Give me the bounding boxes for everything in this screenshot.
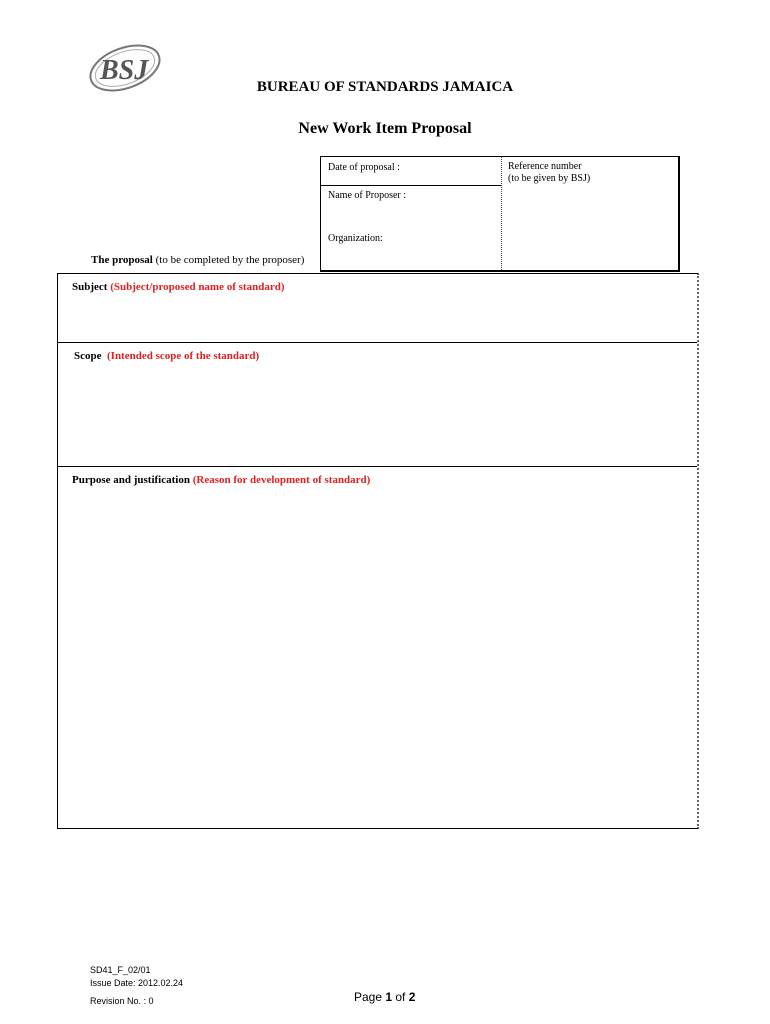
organization-label: Organization:: [328, 233, 383, 244]
page-prefix: Page: [354, 990, 386, 1004]
issue-date: Issue Date: 2012.02.24: [90, 978, 184, 988]
organization-name-text: BUREAU OF STANDARDS JAMAICA: [256, 79, 514, 95]
date-of-proposal-label: Date of proposal :: [328, 162, 400, 173]
subject-label: Subject: [72, 281, 108, 293]
reference-number-label: Reference number: [508, 161, 582, 172]
scope-label: Scope: [74, 350, 102, 362]
page-of: of: [392, 990, 409, 1004]
revision-number: Revision No. : 0: [90, 996, 154, 1006]
purpose-label: Purpose and justification: [72, 474, 190, 486]
subject-hint: (Subject/proposed name of standard): [110, 281, 285, 293]
page-total: 2: [408, 990, 416, 1004]
date-of-proposal-field[interactable]: [321, 157, 501, 186]
proposal-instruction: [91, 254, 304, 266]
logo-text: BSJ: [100, 55, 149, 86]
scope-section[interactable]: [58, 343, 697, 467]
name-of-proposer-field[interactable]: [321, 186, 501, 272]
proposal-instruction-bold: The proposal: [91, 254, 153, 266]
page-current: 1: [385, 990, 393, 1004]
document-footer-info: [90, 964, 183, 1008]
reference-number-note: (to be given by BSJ): [508, 173, 591, 184]
page-number: [354, 990, 415, 1004]
proposal-info-box: [320, 156, 680, 272]
subject-section[interactable]: [58, 274, 697, 343]
document-title: New Work Item Proposal: [298, 120, 472, 137]
proposer-info-column: [321, 157, 502, 270]
proposal-instruction-rest: (to be completed by the proposer): [152, 254, 305, 266]
name-of-proposer-label: Name of Proposer :: [328, 190, 407, 201]
proposal-form-box: [57, 273, 699, 829]
purpose-section[interactable]: [58, 467, 697, 828]
form-code: SD41_F_02/01: [90, 965, 151, 975]
scope-hint: (Intended scope of the standard): [107, 350, 260, 362]
purpose-hint: (Reason for development of standard): [192, 474, 371, 486]
reference-number-field[interactable]: [503, 157, 679, 189]
organization-name: [0, 79, 770, 96]
